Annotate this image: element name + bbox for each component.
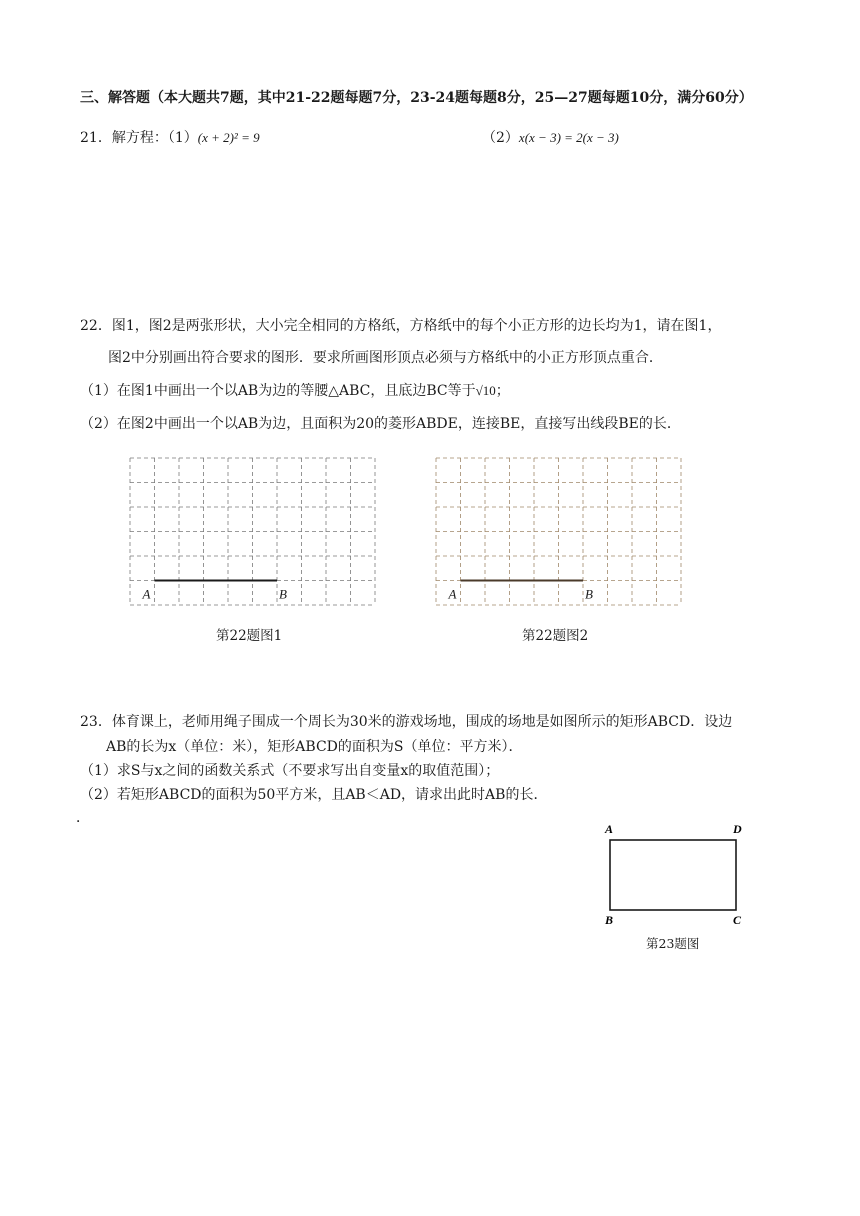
q21-stem (80, 128, 260, 148)
q22-part-2: （2）在图2中画出一个以AB为边，且面积为20的菱形ABDE，连接BE，直接写出线段BE的长． (80, 416, 681, 432)
q22-part-1-end: ； (495, 383, 510, 399)
q22-radical-sqrt10: √10 (475, 383, 496, 398)
fig23-caption: 第23题图 (646, 936, 700, 951)
rect-label-c: C (733, 913, 742, 927)
rectangle-abcd (610, 840, 736, 910)
label-a: A (448, 586, 457, 602)
label-b: B (279, 586, 287, 602)
label-b: B (585, 586, 593, 602)
rectangle-abcd-figure (596, 818, 756, 930)
q23-line-2: AB的长为x（单位：米），矩形ABCD的面积为S（单位：平方米）． (106, 739, 523, 755)
rect-label-d: D (733, 822, 742, 836)
q21-part-2-label: （2） (482, 130, 519, 146)
q21-stem-label: 21．解方程：（1） (80, 130, 198, 146)
rect-label-a: A (605, 822, 614, 836)
section-heading: 三、解答题（本大题共7题，其中21-22题每题7分，23-24题每题8分，25—27题每题10分，满分60分） (80, 90, 753, 106)
q23-part-1: （1）求S与x之间的函数关系式（不要求写出自变量x的取值范围）； (80, 763, 500, 779)
rect-label-b: B (605, 913, 614, 927)
q23-line-1: 23．体育课上，老师用绳子围成一个周长为30米的游戏场地，围成的场地是如图所示的矩形ABCD．设边 (80, 714, 733, 730)
q22-line-1: 22．图1，图2是两张形状，大小完全相同的方格纸，方格纸中的每个小正方形的边长均为1，请在图1， (80, 318, 722, 334)
grid-figure-1 (124, 452, 384, 612)
q21-part-2 (482, 128, 619, 148)
label-a: A (142, 586, 151, 602)
q21-equation-2: x(x − 3) = 2(x − 3) (518, 130, 619, 145)
q21-equation-1: (x + 2)² = 9 (197, 130, 260, 145)
fig2-caption: 第22题图2 (522, 628, 589, 644)
q22-part-1 (80, 381, 510, 401)
q22-line-2: 图2中分别画出符合要求的图形．要求所画图形顶点必须与方格纸中的小正方形顶点重合． (108, 350, 663, 366)
stray-dot: ． (76, 810, 90, 826)
grid-figure-2 (430, 452, 690, 612)
q23-part-2: （2）若矩形ABCD的面积为50平方米，且AB＜AD，请求出此时AB的长． (80, 787, 548, 803)
fig1-caption: 第22题图1 (216, 628, 283, 644)
q22-part-1-text: （1）在图1中画出一个以AB为边的等腰△ABC，且底边BC等于 (80, 383, 476, 399)
